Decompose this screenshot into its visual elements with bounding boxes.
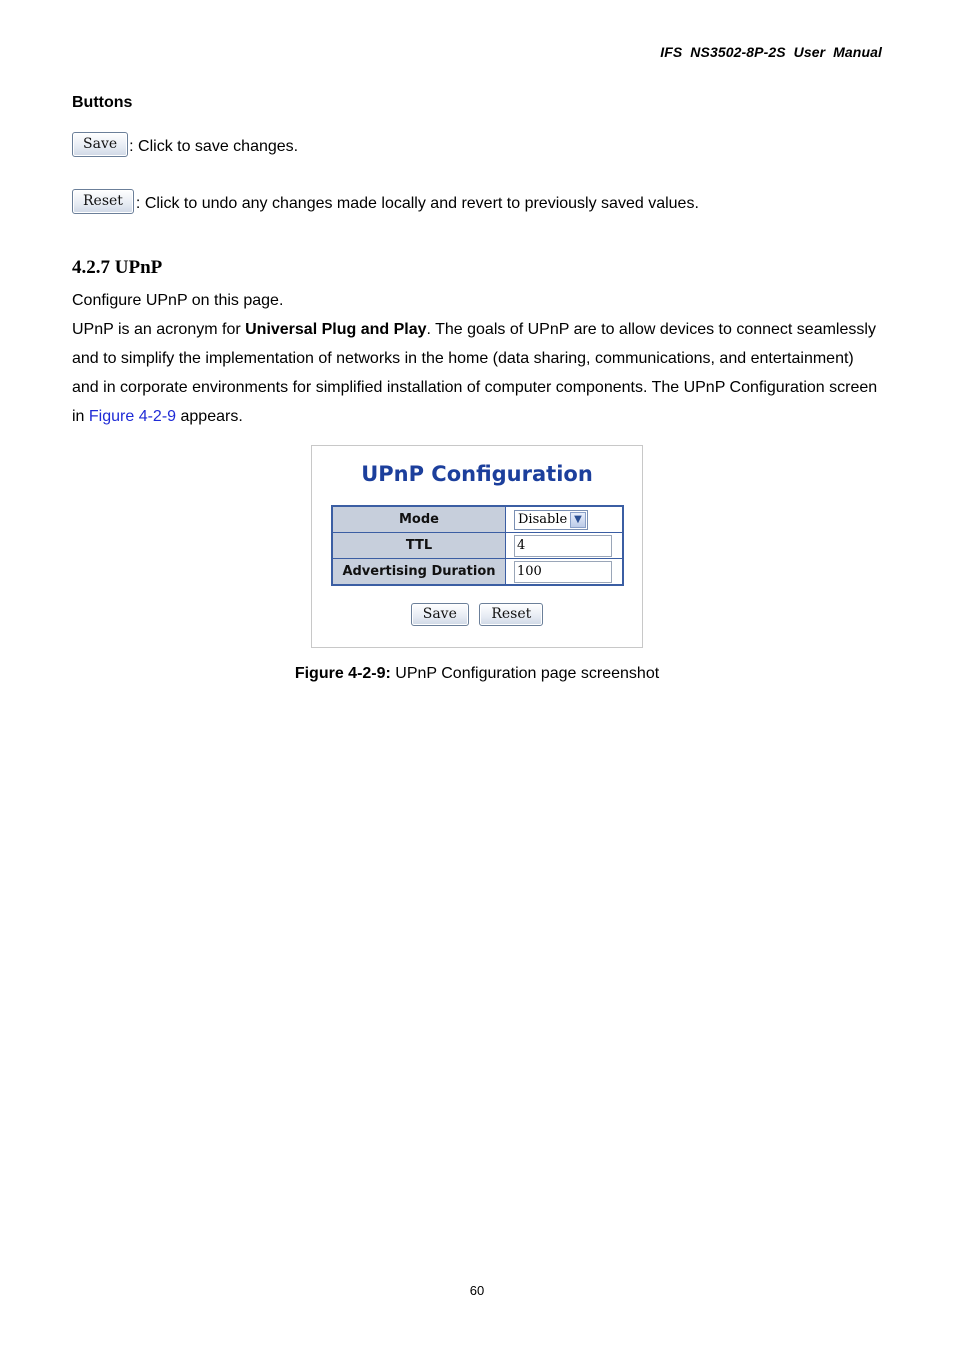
figure-caption-text: UPnP Configuration page screenshot [390, 665, 660, 682]
chevron-down-icon[interactable]: ▼ [570, 512, 586, 528]
ttl-label: TTL [332, 533, 506, 559]
upnp-intro: Configure UPnP on this page. [72, 292, 284, 309]
save-button-description: : Click to save changes. [129, 138, 299, 155]
table-row [332, 559, 623, 586]
upnp-section-heading: 4.2.7 UPnP [72, 257, 163, 278]
figure-buttons [312, 605, 642, 623]
ttl-input[interactable]: 4 [514, 535, 612, 557]
advertising-duration-label: Advertising Duration [332, 559, 506, 586]
advertising-duration-input[interactable]: 100 [514, 561, 612, 583]
table-row [332, 506, 623, 533]
upnp-config-figure [311, 445, 643, 648]
reset-button-description: : Click to undo any changes made locally and revert to previously saved values. [135, 195, 699, 212]
upnp-description-bold: Universal Plug and Play [245, 321, 427, 338]
save-button-line [72, 132, 298, 157]
reset-button-sample: Reset [72, 189, 134, 214]
upnp-description [72, 315, 882, 431]
figure-reference-link[interactable]: Figure 4-2-9 [88, 408, 177, 425]
manual-header: IFS NS3502-8P-2S User Manual [660, 44, 882, 60]
mode-select-value: Disable [518, 512, 568, 527]
upnp-description-body: . The goals of UPnP are to allow devices to connect seamlessly and to simplify the implementation of networks in the home (data sharing, communications, and entertainment) and in corporate environments for simplified installation of computer components. The UPnP Configuration screen in [72, 321, 878, 425]
upnp-config-table [331, 505, 624, 586]
table-row [332, 533, 623, 559]
upnp-description-suffix: appears. [176, 408, 243, 425]
figure-caption-label: Figure 4-2-9: [294, 665, 391, 682]
upnp-description-prefix: UPnP is an acronym for [72, 321, 246, 338]
mode-select[interactable] [514, 510, 588, 530]
page-number: 60 [469, 1283, 485, 1298]
figure-caption [0, 665, 954, 683]
save-button[interactable]: Save [411, 603, 469, 626]
mode-cell [506, 506, 624, 533]
reset-button[interactable]: Reset [479, 603, 543, 626]
figure-title: UPnP Configuration [361, 462, 593, 486]
save-button-sample: Save [72, 132, 128, 157]
ttl-cell [506, 533, 624, 559]
reset-button-line [72, 189, 699, 214]
advertising-duration-cell [506, 559, 624, 586]
mode-label: Mode [332, 506, 506, 533]
buttons-section-title: Buttons [72, 94, 133, 111]
